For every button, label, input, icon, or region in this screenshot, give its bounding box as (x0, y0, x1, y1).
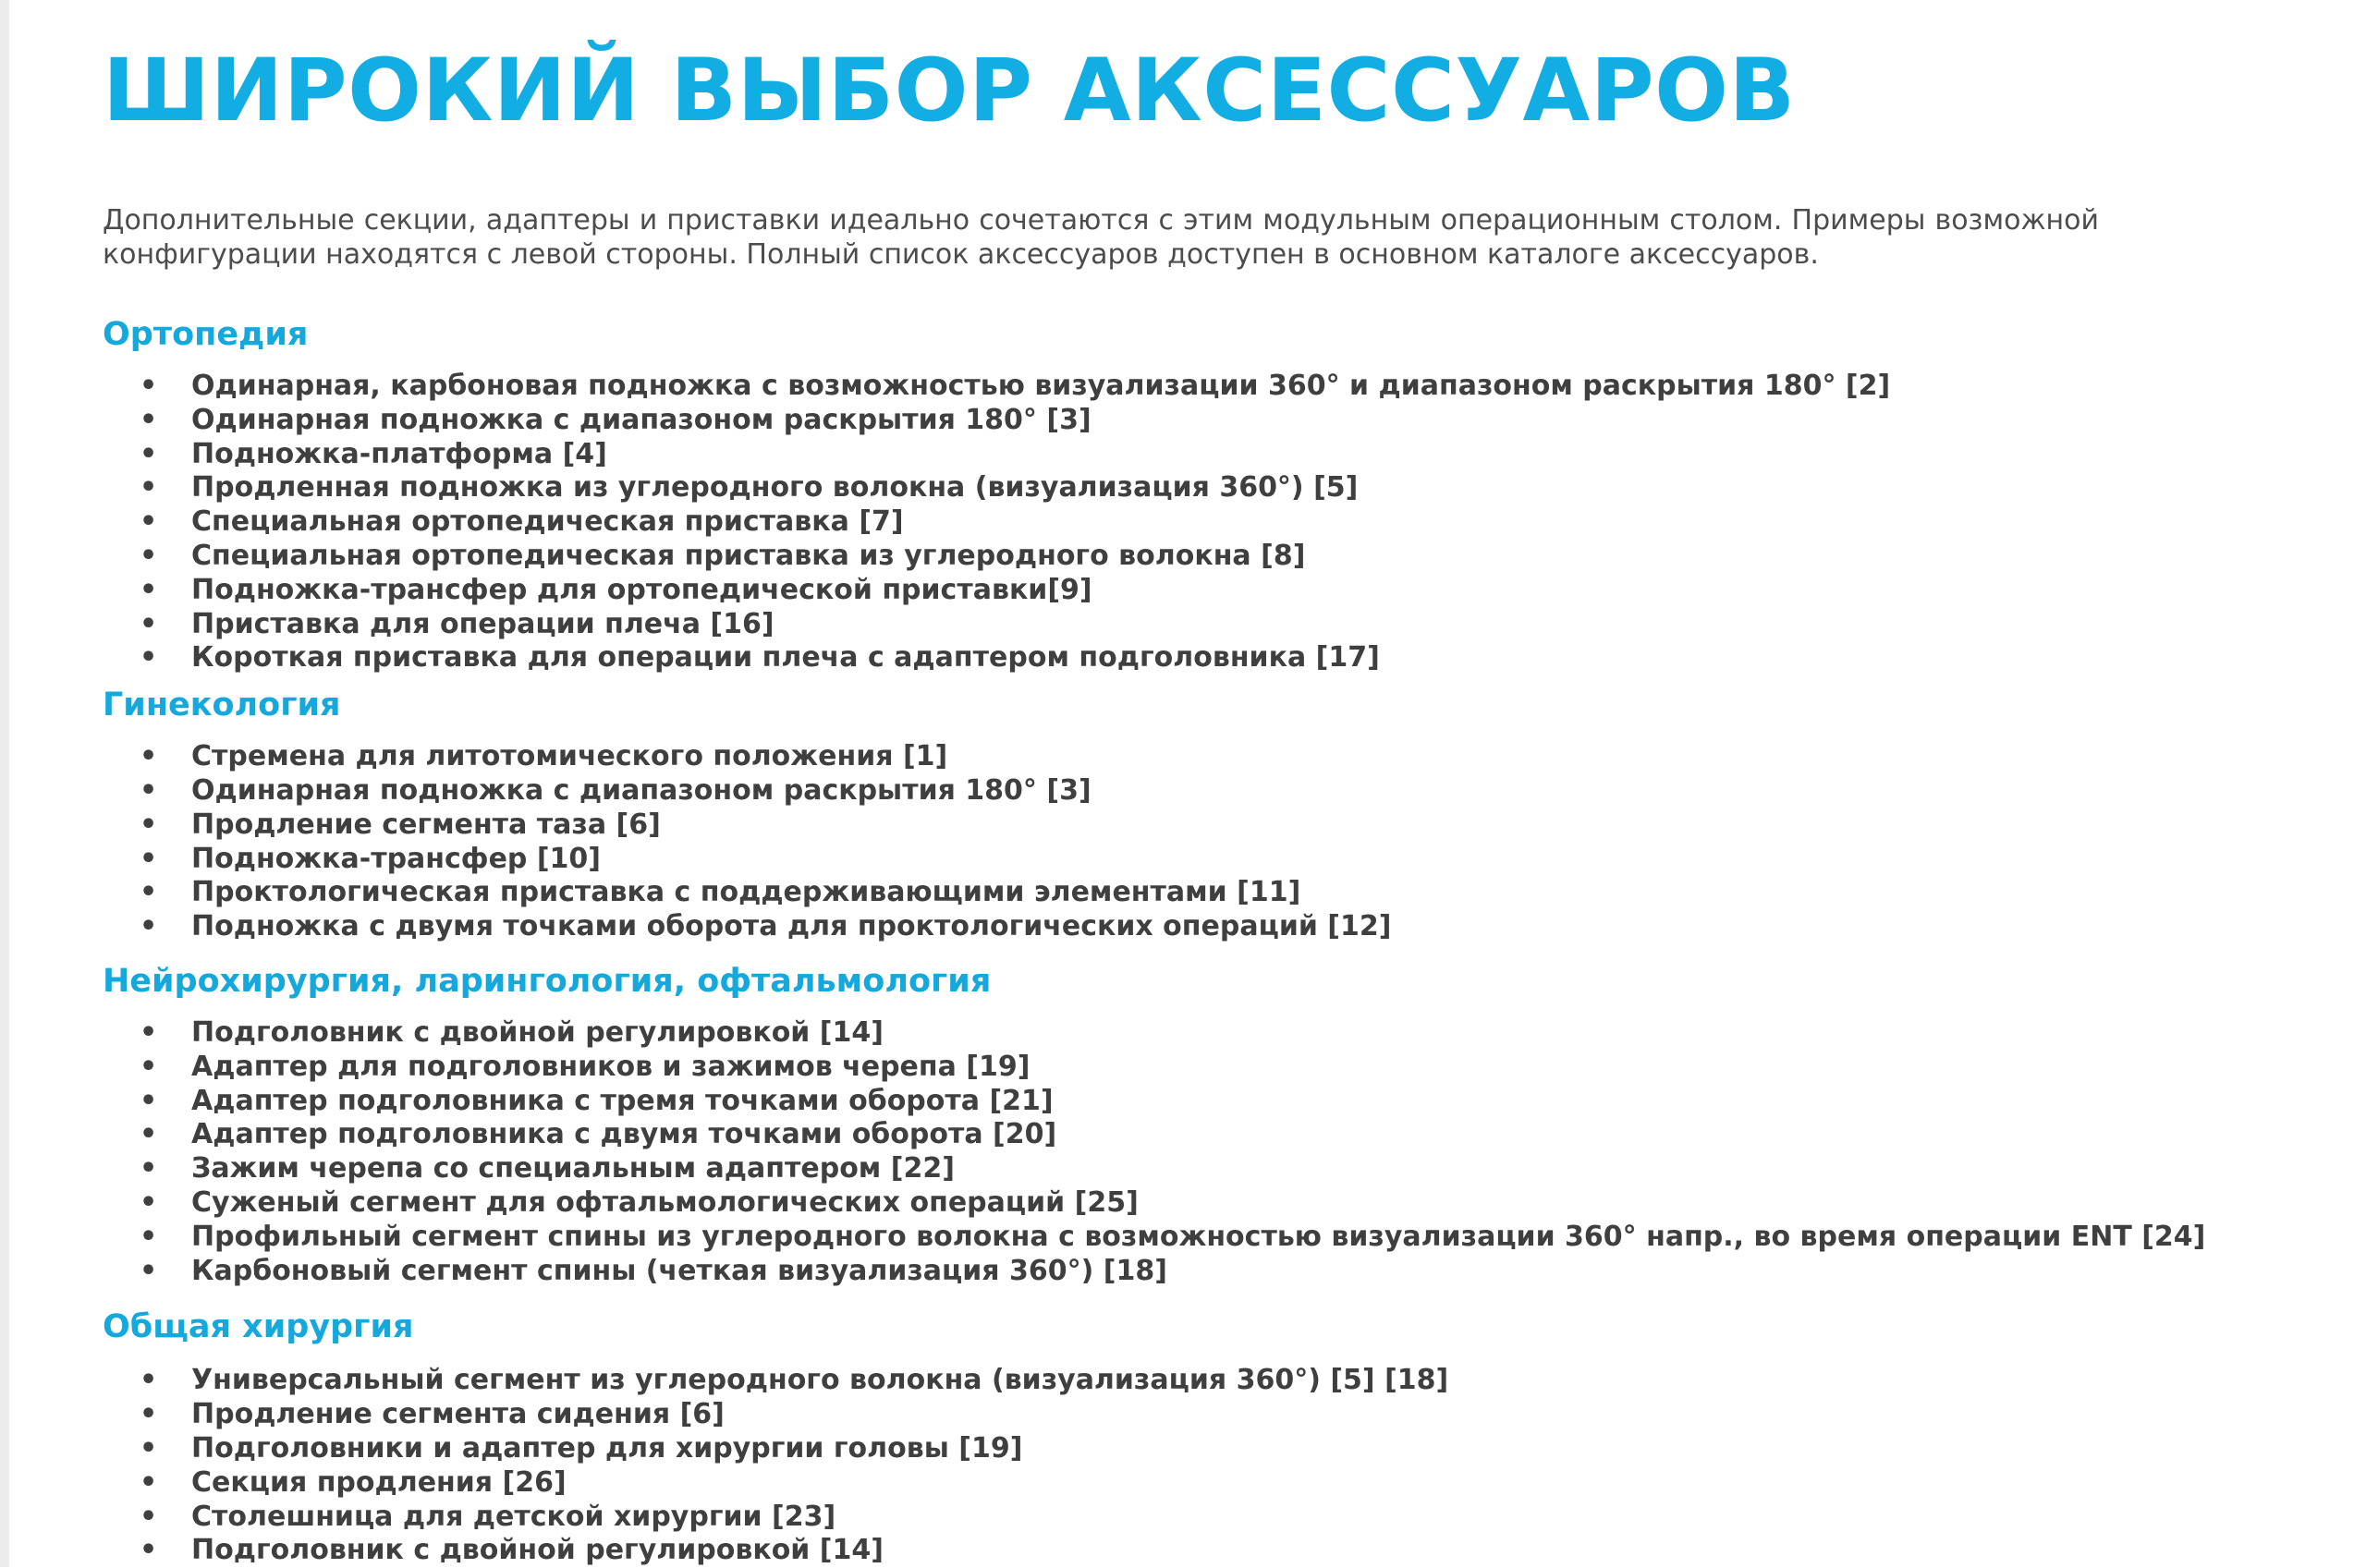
accessory-list (103, 1015, 2206, 1288)
section-general-surgery (103, 1301, 2099, 1568)
list-item: • Подголовник с двойной регулировкой [14] (103, 1016, 2099, 1051)
list-item: • Продление сегмента сидения [6] (103, 1398, 2099, 1432)
list-item: • Короткая приставка для операции плеча с адаптером подголовника [17] (103, 641, 2099, 675)
accessory-list (103, 1364, 2099, 1568)
list-item: • Адаптер подголовника с двумя точками оборота [20] (103, 1118, 2099, 1152)
list-item: • Подголовники и адаптер для хирургии головы [19] (103, 1432, 2099, 1466)
intro-paragraph: Дополнительные секции, адаптеры и приставки идеально сочетаются с этим модульным операционным столом. Примеры возможной конфигурации находятся с левой стороны. Полный список аксессуаров доступен в основном каталоге аксессуаров. (103, 204, 2099, 271)
page-content (103, 41, 2206, 1568)
list-item: • Зажим черепа со специальным адаптером [22] (103, 1152, 2099, 1186)
section-heading: Ортопедия (103, 316, 309, 353)
list-item: • Одинарная подножка с диапазоном раскрытия 180° [3] (103, 774, 2099, 808)
list-item: • Проктологическая приставка с поддерживающими элементами [11] (103, 876, 2099, 910)
section-gynecology (103, 679, 2099, 944)
list-item: • Одинарная подножка с диапазоном раскрытия 180° [3] (103, 404, 2099, 438)
list-item: • Адаптер для подголовников и зажимов черепа [19] (103, 1051, 2099, 1085)
section-orthopedics (103, 309, 2099, 675)
list-item: • Одинарная, карбоновая подножка с возможностью визуализации 360° и диапазоном раскрытия 180° [2] (103, 370, 2099, 404)
page-title: ШИРОКИЙ ВЫБОР АКСЕССУАРОВ (103, 41, 1796, 141)
list-item: • Стремена для литотомического положения [1] (103, 740, 2099, 774)
list-item: • Продление сегмента таза [6] (103, 808, 2099, 843)
section-neurosurgery (103, 955, 2206, 1288)
list-item: • Приставка для операции плеча [16] (103, 608, 2099, 642)
accessory-list (103, 740, 2099, 944)
list-item: • Профильный сегмент спины из углеродного волокна с возможностью визуализации 360° напр., во время операции ENT [24] (103, 1221, 2099, 1255)
list-item: • Подножка-платформа [4] (103, 438, 2099, 472)
list-item: • Суженый сегмент для офтальмологических операций [25] (103, 1186, 2099, 1221)
accessory-list (103, 370, 2099, 675)
list-item: • Подножка-трансфер [10] (103, 843, 2099, 877)
list-item: • Подголовник с двойной регулировкой [14] (103, 1534, 2099, 1568)
list-item: • Подножка-трансфер для ортопедической приставки[9] (103, 574, 2099, 608)
list-item: • Секция продления [26] (103, 1466, 2099, 1501)
list-item: • Столешница для детской хирургии [23] (103, 1501, 2099, 1535)
page-edge-shadow (0, 0, 9, 1567)
list-item: • Подножка с двумя точками оборота для проктологических операций [12] (103, 910, 2099, 944)
section-heading: Общая хирургия (103, 1308, 414, 1346)
section-heading: Нейрохирургия, ларингология, офтальмология (103, 962, 992, 1000)
list-item: • Специальная ортопедическая приставка [7] (103, 505, 2099, 540)
list-item: • Карбоновый сегмент спины (четкая визуализация 360°) [18] (103, 1255, 2099, 1289)
list-item: • Специальная ортопедическая приставка из углеродного волокна [8] (103, 540, 2099, 574)
list-item: • Универсальный сегмент из углеродного волокна (визуализация 360°) [5] [18] (103, 1364, 2099, 1398)
list-item: • Адаптер подголовника с тремя точками оборота [21] (103, 1085, 2099, 1119)
list-item: • Продленная подножка из углеродного волокна (визуализация 360°) [5] (103, 471, 2099, 505)
section-heading: Гинекология (103, 687, 341, 724)
